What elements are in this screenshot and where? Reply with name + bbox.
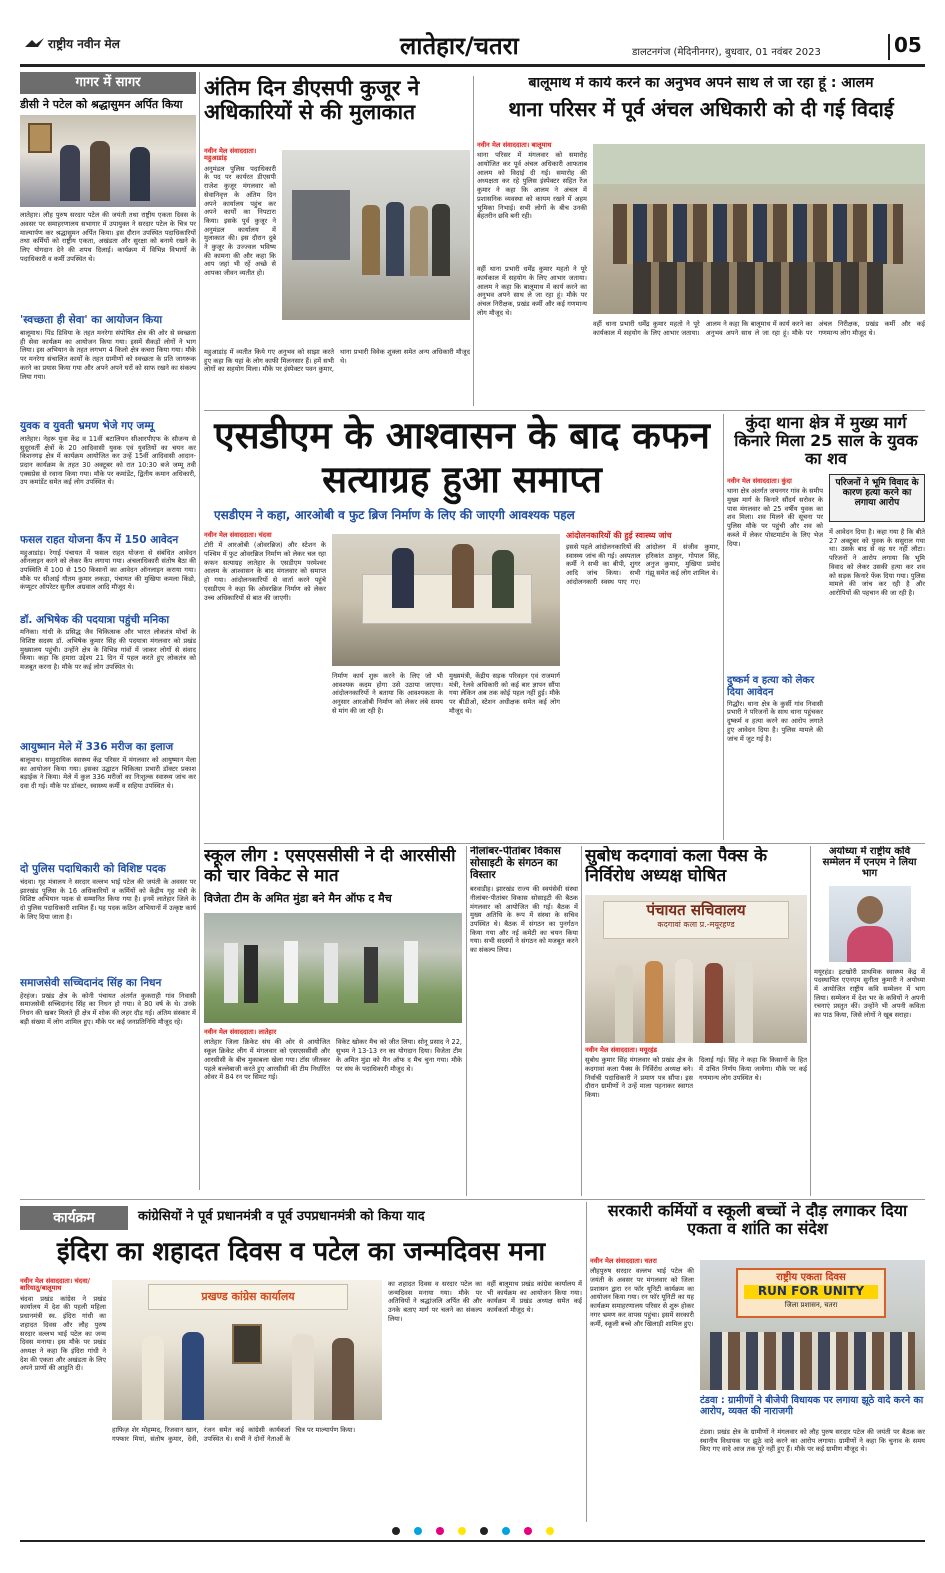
panchayat-photo (585, 895, 807, 1043)
story-body: मयूरहंड। इटखोरी प्राथमिक स्वास्थ्य केंद्र में पदस्थापित एएनएम सुनीता कुमारी ने अयोध्या में आयोजित राष्ट्रीय कवि सम्मेलन में भाग लिया। सम्मेलन में देश भर के कवियों ने अपनी रचनाएं प्रस्तुत कीं। उन्होंने भी अपनी कविता का पाठ किया, जिसे लोगों ने खूब सराहा। (814, 967, 925, 1020)
section-name: लातेहार/चतरा (400, 32, 519, 60)
karyakram-story (20, 1202, 582, 1522)
brief-body: मनिका। गांधी के प्रसिद्ध जैव चिकित्सक और भारत लोकतंत्र मोर्चा के विशिष्ट सदस्य डॉ. अभिषेक कुमार सिंह की पदयात्रा मंगलवार को प्रखंड मुख्यालय पहुंची। उन्होंने क्षेत्र के विभिन्न गांवों में जाकर लोगों से संवाद किया। कहा कि हमारा उद्देश्य 21 दिन में पहल करते हुए लोकतंत्र को मजबूत करना है। मौके पर कई लोग उपस्थित थे। (20, 628, 196, 672)
byline: नवीन मेल संवाददाता। चतरा (590, 1257, 657, 1265)
story-body: मुख्यमंत्री, केंद्रीय सड़क परिवहन एवं राजमार्ग मंत्री, रेलवे अधिकारी को कई बार ज्ञापन सौंपा गया लेकिन अब तक कोई पहल नहीं हुई। मौके पर बीडीओ, स्टेशन अधीक्षक समेत कई लोग मौजूद थे। (449, 672, 560, 715)
lead-story (204, 414, 720, 840)
signboard-text: पंचायत सचिवालय (646, 900, 746, 919)
banner-sub: जिला प्रशासन, चतरा (784, 1300, 838, 1309)
story-body: इससे पहले आंदोलनकारियों की स्वास्थ्य जांच की गई। अस्पताल कर्मी ने सभी का बीपी, शुगर आदि जांच किया। सभी आंदोलनकारी स्वस्थ पाए गए। आंदोलन में संजीव कुमार, हरिकांत ठाकुर, गोपाल सिंह, अनुज कुमार, मुखिया प्रमोद गंझू समेत कई लोग शामिल थे। (566, 542, 720, 586)
paper-name: राष्ट्रीय नवीन मेल (48, 37, 120, 51)
brief-body: महुआडांड़। रेगाई पंचायत में फसल राहत योजना से संबंधित आवेदन ऑनलाइन करने को लेकर कैंप लगाया गया। अंचलाधिकारी संतोष बैठा की उपस्थिति में 100 से 150 किसानों का आवेदन ऑनलाइन कराया गया। मौके पर सीआई गौतम कुमार लकड़ा, पंचायत की मुखिया कमला किंडो, कंप्यूटर ऑपरेटर सुनील अग्रवाल आदि मौजूद थे। (20, 548, 196, 592)
story-kicker: कांग्रेसियों ने पूर्व प्रधानमंत्री व पूर्व उपप्रधानमंत्री को किया याद (138, 1209, 425, 1224)
story-deck: विजेता टीम के अमित मुंडा बने मैन ऑफ द मैच (204, 891, 392, 905)
story-headline: टंडवा : ग्रामीणों ने बीजेपी विधायक पर लगाया झूठे वादे करने का आरोप, व्यक्त की नाराजगी (700, 1395, 924, 1417)
brief-photo (20, 115, 196, 207)
brief-headline: युवक व युवती भ्रमण भेजे गए जम्मू (20, 420, 154, 433)
story-subhead: दुष्कर्म व हत्या को लेकर दिया आवेदन (727, 675, 815, 698)
left-column (20, 72, 196, 1190)
story-headline: अयोध्या में राष्ट्रीय कवि सम्मेलन में एनएम ने लिया भाग (822, 846, 917, 880)
byline: नवीन मेल संवाददाता। कुंदा (727, 477, 792, 485)
story-headline: स्कूल लीग : एसएससीसी ने दी आरसीसी को चार विकेट से मात (204, 846, 456, 887)
story-body: बरवाडीह। झारखंड राज्य की स्वयंसेवी संस्था नीलांबर-पीतांबर विकास सोसाइटी की बैठक मंगलवार को आयोजित की गई। बैठक में मुख्य अतिथि के रूप में संस्था के सचिव उपस्थित थे। बैठक में संगठन का पुनर्गठन किया गया और नई कमेटी का चयन किया गया। सभी सदस्यों ने संगठन को मजबूत करने का संकल्प लिया। (470, 885, 578, 955)
brief-headline: समाजसेवी सच्चिदानंद सिंह का निधन (20, 976, 162, 989)
story-body: लौहपुरुष सरदार वल्लभ भाई पटेल की जयंती के अवसर पर मंगलवार को जिला प्रशासन द्वारा रन फॉर यूनिटी कार्यक्रम का आयोजन किया गया। रन फॉर यूनिटी का यह कार्यक्रम समाहरणालय परिसर से शुरू होकर नगर भ्रमण कर वापस पहुंचा। इसमें सरकारी कर्मी, स्कूली बच्चे और खिलाड़ी शामिल हुए। (590, 1267, 694, 1328)
story-body: निर्माण कार्य शुरू करने के लिए जो भी आवश्यक कदम होगा उसे उठाया जाएगा। आंदोलनकारियों ने बताया कि आवश्यकता के अनुसार आरओबी निर्माण को लेकर लंबे समय से मांग की जा रही है। (332, 672, 443, 715)
brief-headline: 'स्वच्छता ही सेवा' का आयोजन किया (20, 314, 163, 327)
brief-headline: आयुष्मान मेले में 336 मरीज का इलाज (20, 741, 174, 754)
brief-body: चंदवा। गृह मंत्रालय ने सरदार वल्लभ भाई पटेल की जयंती के अवसर पर झारखंड पुलिस के 16 अधिकारियों व कर्मियों को केंद्रीय गृह मंत्री के विशिष्ट अभियान पदक से सम्मानित किया गया है। इनमें लातेहार जिले के दो पुलिस पदाधिकारी शामिल हैं। यह पदक कठिन अभियानों में उत्कृष्ट कार्य के लिए दिया जाता है। (20, 877, 196, 921)
byline: नवीन मेल संवाददाता। चंदवा/बारियातू/बालूमाथ (20, 1277, 90, 1293)
school-story (204, 846, 462, 1196)
page-number: 05 (894, 33, 922, 57)
banner-title: राष्ट्रीय एकता दिवस (776, 1272, 846, 1283)
masthead (20, 30, 925, 68)
brief-body: हेरहंज। प्रखंड क्षेत्र के कोनी पंचायत अंतर्गत कुकराही गांव निवासी समाजसेवी सच्चिदानंद सिंह का निधन हो गया। वे 80 वर्ष के थे। उनके निधन की खबर मिलते ही क्षेत्र में शोक की लहर दौड़ गई। अंतिम संस्कार में बड़ी संख्या में लोग शामिल हुए। मौके पर कई जनप्रतिनिधि मौजूद रहे। (20, 991, 196, 1026)
story-body: हाफिज़ शेर मोहम्मद, रिजवान खान, गफ्फार मियां, संतोष कुमार, देवी, रंजन समेत कई कांग्रेसी कार्यकर्ता उपस्थित थे। सभी ने दोनों नेताओं के चित्र पर माल्यार्पण किया। (112, 1426, 356, 1443)
story-body: लातेहार जिला क्रिकेट संघ की ओर से आयोजित स्कूल क्रिकेट लीग में मंगलवार को एसएससीसी और आरसीसी के बीच मुकाबला खेला गया। टॉस जीतकर पहले बल्लेबाजी करते हुए आरसीसी की टीम निर्धारित ओवर में 84 रन पर सिमट गई। (204, 1038, 330, 1082)
dsp-story (204, 76, 470, 406)
story-headline: सुबोध कदगावां कला पैक्स के निर्विरोध अध्यक्ष घोषित (585, 846, 767, 887)
story-body: वहीं थाना प्रभारी धर्मेंद्र कुमार महतो ने पूरे कार्यकाल में सहयोग के लिए आभार जताया। आलम ने कहा कि बालूमाथ में कार्य करने का अनुभव अपने साथ ले जा रहा हूं। मौके पर अंचल निरीक्षक, प्रखंड कर्मी और कई गणमान्य लोग मौजूद थे। (477, 265, 587, 317)
dsp-photo (282, 150, 470, 320)
alam-story (477, 76, 925, 406)
brief-headline: फसल राहत योजना कैंप में 150 आवेदन (20, 533, 179, 546)
story-body: वहीं थाना प्रभारी धर्मेंद्र कुमार महतो ने पूरे कार्यकाल में सहयोग के लिए आभार जताया। आलम ने कहा कि बालूमाथ में कार्य करने का अनुभव अपने साथ ले जा रहा हूं। मौके पर अंचल निरीक्षक, प्रखंड कर्मी और कई गणमान्य लोग मौजूद थे। (593, 320, 925, 337)
cricket-photo (204, 913, 462, 1023)
brief-body: लातेहार। लौह पुरुष सरदार पटेल की जयंती तथा राष्ट्रीय एकता दिवस के अवसर पर समाहरणालय सभागार में उपायुक्त ने सरदार पटेल के चित्र पर माल्यार्पण कर श्रद्धासुमन अर्पित किया। इस दौरान उपस्थित पदाधिकारियों तथा कर्मियों को राष्ट्रीय एकता, अखंडता और सुरक्षा को बनाये रखने के लिए योगदान देने की शपथ दिलाई। कार्यक्रम में विभिन्न विभागों के पदाधिकारी व कर्मी उपस्थित थे। (20, 211, 196, 263)
byline: नवीन मेल संवाददाता। चंदवा (204, 531, 272, 539)
brief-body: बालूमाथ। सामुदायिक स्वास्थ्य केंद्र परिसर में मंगलवार को आयुष्मान मेला का आयोजन किया गया। इसका उद्घाटन चिकित्सा प्रभारी डॉक्टर प्रकाश बड़ाईक ने किया। मेले में कुल 336 मरीजों का निःशुल्क स्वास्थ्य जांच कर दवा दी गई। मौके पर डॉक्टर, स्वास्थ्य कर्मी व सहिया उपस्थित थे। (20, 756, 196, 791)
congress-photo (112, 1280, 382, 1420)
registration-bar (20, 1526, 925, 1536)
portrait-photo (829, 886, 911, 962)
story-headline: थाना परिसर में पूर्व अंचल अधिकारी को दी गई विदाई (508, 96, 894, 121)
byline: नवीन मेल संवाददाता। महुआडांड़ (204, 147, 257, 163)
story-body: चंदवा प्रखंड कांग्रेस ने प्रखंड कार्यालय में देश की पहली महिला प्रधानमंत्री स्व. इंदिरा गांधी का शहादत दिवस और लौह पुरुष सरदार वल्लभ भाई पटेल का जन्म दिवस मनाया। इस मौके पर प्रखंड अध्यक्ष ने कहा कि इंदिरा गांधी ने देश की एकता और अखंडता के लिए अपने प्राणों की आहुति दी। (20, 1294, 106, 1373)
story-headline: सरकारी कर्मियों व स्कूली बच्चों ने दौड़ लगाकर दिया एकता व शांति का संदेश (607, 1202, 908, 1238)
ekta-story (590, 1202, 925, 1522)
story-headline: अंतिम दिन डीएसपी कुजूर ने अधिकारियों से की मुलाकात (204, 76, 420, 125)
story-body: थाना क्षेत्र अंतर्गत जयनगर गांव के समीप मुख्य मार्ग के किनारे सौंदर्य सरोवर के पास मंगलवार को 25 वर्षीय युवक का शव मिला। शव मिलने की सूचना पर पुलिस मौके पर पहुंची और शव को कब्जे में लेकर पोस्टमार्टम के लिए भेज दिया। (727, 487, 823, 548)
section-tag: कार्यक्रम (20, 1206, 128, 1230)
brief-body: लातेहार। नेहरू युवा केंद्र व 11वीं बटालियन सीआरपीएफ के सौजन्य से सुदूरवर्ती क्षेत्रों के 20 आदिवासी युवक एवं युवतियों का चयन कर किशनगढ़ क्षेत्र में कार्यक्रम आयोजित कर उन्हें 15वीं आदिवासी आदान-प्रदान कार्यक्रम के तहत 30 अक्टूबर को रात 10:30 बजे जम्मू तवी एक्सप्रेस से रवाना किया गया। मौके पर कमांडेंट, द्वितीय कमान अधिकारी, उप कमांडेंट समेत कई लोग उपस्थित थे। (20, 434, 196, 487)
dateline: डालटनगंज (मेदिनीनगर), बुधवार, 01 नवंबर 2023 (632, 47, 821, 58)
brief-headline: डीसी ने पटेल को श्रद्धासुमन अर्पित किया (20, 98, 183, 111)
kunda-boxout: परिजनों ने भूमि विवाद के कारण हत्या करने का लगाया आरोप (829, 474, 925, 522)
story-body: सुबोध कुमार सिंह मंगलवार को प्रखंड क्षेत्र के कदगावां कला पैक्स के निर्विरोध अध्यक्ष बने। निर्वाची पदाधिकारी ने प्रमाण पत्र सौंपा। इस दौरान ग्रामीणों ने उन्हें माला पहनाकर स्वागत किया। (585, 1056, 693, 1099)
story-headline: नीलांबर-पीतांबर विकास सोसाइटी के संगठन का विस्तार (470, 846, 561, 881)
kunda-story (727, 414, 925, 840)
signboard-subtext: कदगावां कला प्र.-मयूरहण्ड (657, 919, 735, 929)
story-body: महुआडांड़ में व्यतीत किये गए अनुभव को साझा करते हुए कहा कि यहां के लोग काफी मिलनसार हैं। हमें सभी लोगों का सहयोग मिला। मौके पर इंस्पेक्टर पवन कुमार, थाना प्रभारी विवेक शुक्ला समेत अन्य अधिकारी मौजूद थे। (204, 348, 470, 374)
story-subhead: आंदोलनकारियों की हुई स्वास्थ्य जांच (566, 531, 672, 540)
banner-run: RUN FOR UNITY (744, 1285, 878, 1298)
story-kicker: बालूमाथ में कार्य करने का अनुभव अपने साथ ले जा रहा हूं : आलम (528, 76, 874, 91)
story-headline: इंदिरा का शहादत दिवस व पटेल का जन्मदिवस मना (56, 1237, 546, 1267)
brief-headline: डॉ. अभिषेक की पदयात्रा पहुंची मनिका (20, 613, 170, 626)
lead-headline: एसडीएम के आश्वासन के बाद कफन सत्याग्रह हुआ समाप्त (214, 414, 710, 501)
story-body: का शहादत दिवस व सरदार पटेल का जन्मदिवस मनाया गया। मौके पर अतिथियों ने श्रद्धांजलि अर्पित की और उनके बताए मार्ग पर चलने का संकल्प लिया। (388, 1280, 482, 1323)
story-body: टंडवा। प्रखंड क्षेत्र के ग्रामीणों ने मंगलवार को लौह पुरुष सरदार पटेल की जयंती पर बैठक कर स्थानीय विधायक पर झूठे वादे करने का आरोप लगाया। ग्रामीणों ने कहा कि चुनाव के समय किए गए वादे आज तक पूरे नहीं हुए हैं। मौके पर कई ग्रामीण मौजूद थे। (700, 1428, 925, 1454)
lead-deck: एसडीएम ने कहा, आरओबी व फुट ब्रिज निर्माण के लिए की जाएगी आवश्यक पहल (214, 508, 575, 523)
subodh-story (585, 846, 807, 1196)
story-body: विकेट खोकर मैच को जीत लिया। सोनू प्रसाद ने 22, सुभम ने 13-13 रन का योगदान दिया। विजेता टीम के अमित मुंडा को मैन ऑफ द मैच चुना गया। मौके पर संघ के पदाधिकारी मौजूद थे। (336, 1038, 462, 1073)
banner-text: प्रखण्ड कांग्रेस कार्यालय (201, 1290, 295, 1303)
story-body: थाना परिसर में मंगलवार को समारोह आयोजित कर पूर्व अंचल अधिकारी आफताब आलम को विदाई दी गई। समारोह की अध्यक्षता कर रहे पुलिस इंस्पेक्टर सहित रेंज कुमार ने कहा कि आलम ने अंचल में प्रशासनिक व्यवस्था को कायम रखने में अहम भूमिका निभाई। सभी लोगों के बीच उनकी बेहतरीन छवि बनी रही। (477, 151, 587, 221)
story-body: अनुमंडल पुलिस पदाधिकारी के पद पर कार्यरत डीएसपी राजेश कुजूर मंगलवार को सेवानिवृत्त के अंतिम दिन अपने कार्यालय पहुंच कर अपने कार्यों का निपटारा किया। इसके पूर्व कुजूर ने अनुमंडल कार्यालय में मुलाकात की। इस दौरान दुबे ने कुजूर के उज्ज्वल भविष्य की कामना की और कहा कि आप जहां भी रहें अच्छे से आपका जीवन व्यतीत हो। (204, 164, 276, 278)
byline: नवीन मेल संवाददाता। बालूमाथ (477, 141, 552, 149)
section-tag: गागर में सागर (20, 72, 196, 94)
farewell-photo (593, 144, 925, 314)
byline: नवीन मेल संवाददाता। लातेहार (204, 1028, 277, 1037)
brief-headline: दो पुलिस पदाधिकारी को विशिष्ट पदक (20, 863, 166, 876)
story-body: टोरी में आरओबी (ओवरब्रिज) और स्टेशन के पश्चिम में फुट ओवरब्रिज निर्माण को लेकर चल रहा कफन सत्याग्रह लातेहार के एसडीएम परमेश्वर आलम के आश्वासन के बाद मंगलवार को समाप्त हो गया। आंदोलनकारियों से वार्ता करने पहुंचे एसडीएम ने कहा कि ओवरब्रिज निर्माण को लेकर उच्च अधिकारियों से बात की जाएगी। (204, 541, 326, 602)
story-body: में आवेदन दिया है। कहा गया है कि बीते 27 अक्टूबर को युवक के ससुराल गया था। उसके बाद से वह घर नहीं लौटा। परिजनों ने आरोप लगाया कि भूमि विवाद को लेकर उसकी हत्या कर शव को सड़क किनारे फेंक दिया गया। पुलिस मामले की जांच कर रही है और आरोपियों की पहचान की जा रही है। (829, 528, 925, 597)
story-body: दिलाई गई। सिंह ने कहा कि किसानों के हित में उचित निर्णय किया जायेगा। मौके पर कई गणमान्य लोग उपस्थित थे। (699, 1056, 807, 1082)
story-body: गिद्धौर। थाना क्षेत्र के कुर्सी गांव निवासी प्रभारी ने परिजनों के साथ थाना पहुंचकर दुष्कर्म व हत्या करने का आरोप लगाते हुए आवेदन दिया है। पुलिस मामले की जांच में जुट गई है। (727, 699, 823, 743)
satyagraha-photo (332, 534, 560, 666)
story-headline: कुंदा थाना क्षेत्र में मुख्य मार्ग किनारे मिला 25 साल के युवक का शव (734, 414, 918, 468)
nilambar-story (470, 846, 578, 1196)
kavi-story (814, 846, 925, 1196)
byline: नवीन मेल संवाददाता। मयूरहंड (585, 1045, 657, 1054)
unity-run-photo (700, 1260, 925, 1390)
newspaper-logo-icon (24, 36, 46, 50)
story-body: वहीं बालूमाथ प्रखंड कांग्रेस कार्यालय में भी कार्यक्रम का आयोजन किया गया। कार्यक्रम में प्रखंड अध्यक्ष समेत कई कार्यकर्ता मौजूद थे। (487, 1280, 582, 1315)
brief-body: बालूमाथ। पिंड डिविया के तहत मनरेगा संपोषित क्षेत्र की ओर से स्वच्छता ही सेवा कार्यक्रम का आयोजन किया गया। इसमें सैकड़ों लोगों ने भाग लिया। इस अभियान के तहत लगभग 4 किलो क्षेत्र कचरा किया गया। मौके पर मनरेगा संचालित कार्यों के तहत ग्रामीणों को स्वच्छता के प्रति जागरूक करने का प्रयास किया गया और अपने अपने घरों को साफ रखने का संकल्प लिया गया। (20, 329, 196, 381)
